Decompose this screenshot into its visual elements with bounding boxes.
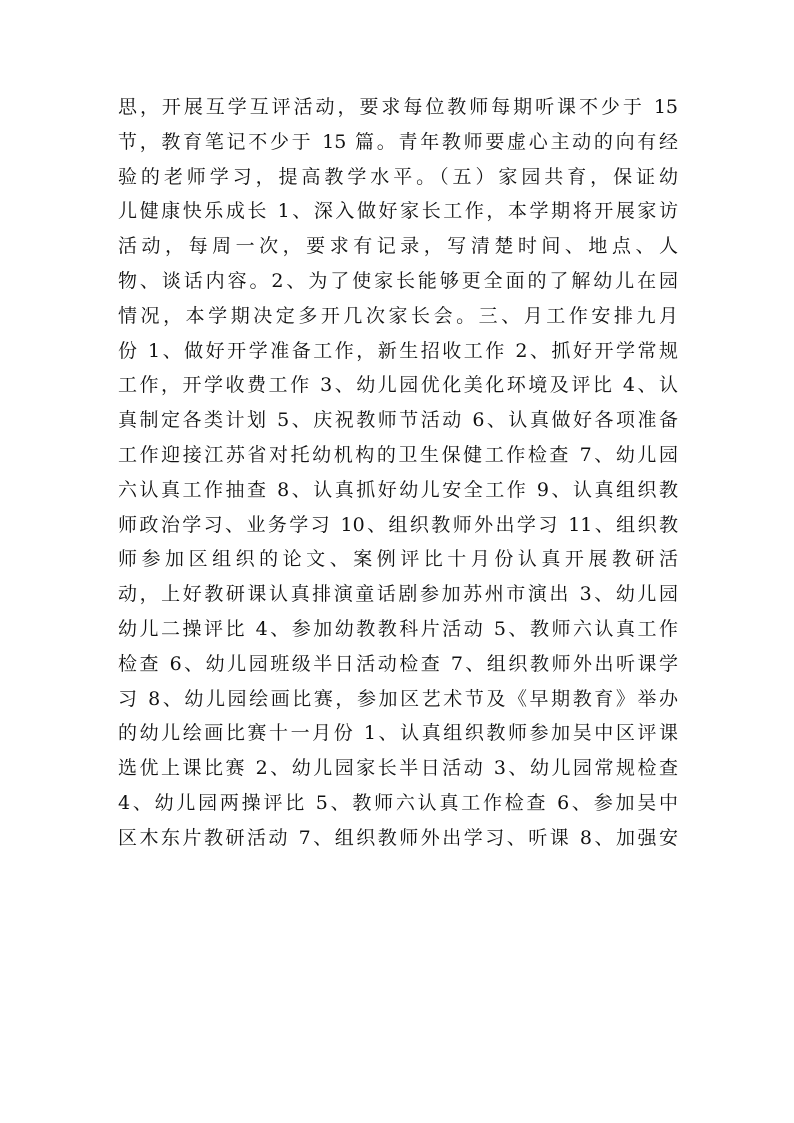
text-line: 检查 6、幼儿园班级半日活动检查 7、组织教师外出听课学 <box>118 652 678 675</box>
text-line: 节，教育笔记不少于 15 篇。青年教师要虚心主动的向有经 <box>118 130 678 153</box>
text-line: 思，开展互学互评活动，要求每位教师每期听课不少于 15 <box>118 96 678 118</box>
text-line: 动，上好教研课认真排演童话剧参加苏州市演出 3、幼儿园 <box>118 583 678 606</box>
body-text <box>118 90 678 856</box>
text-line: 物、谈话内容。2、为了使家长能够更全面的了解幼儿在园 <box>118 269 678 292</box>
text-line: 师参加区组织的论文、案例评比十月份认真开展教研活 <box>118 548 678 571</box>
text-line: 习 8、幼儿园绘画比赛，参加区艺术节及《早期教育》举办 <box>118 687 678 710</box>
text-line: 工作迎接江苏省对托幼机构的卫生保健工作检查 7、幼儿园 <box>118 443 678 466</box>
text-line: 情况，本学期决定多开几次家长会。三、月工作安排九月 <box>118 304 678 327</box>
text-line: 的幼儿绘画比赛十一月份 1、认真组织教师参加吴中区评课 <box>118 722 678 745</box>
text-line: 工作，开学收费工作 3、幼儿园优化美化环境及评比 4、认 <box>118 374 678 397</box>
text-line: 活动，每周一次，要求有记录，写清楚时间、地点、人 <box>118 235 678 258</box>
text-line: 师政治学习、业务学习 10、组织教师外出学习 11、组织教 <box>118 513 678 536</box>
text-line: 份 1、做好开学准备工作，新生招收工作 2、抓好开学常规 <box>118 339 678 362</box>
text-line: 幼儿二操评比 4、参加幼教教科片活动 5、教师六认真工作 <box>118 617 678 640</box>
text-line: 六认真工作抽查 8、认真抓好幼儿安全工作 9、认真组织教 <box>118 478 678 501</box>
text-line: 4、幼儿园两操评比 5、教师六认真工作检查 6、参加吴中 <box>118 791 678 814</box>
text-line: 选优上课比赛 2、幼儿园家长半日活动 3、幼儿园常规检查 <box>118 757 678 780</box>
text-line: 儿健康快乐成长 1、深入做好家长工作，本学期将开展家访 <box>118 200 678 223</box>
text-line: 验的老师学习，提高教学水平。（五）家园共育，保证幼 <box>118 165 678 188</box>
text-line: 真制定各类计划 5、庆祝教师节活动 6、认真做好各项准备 <box>118 409 678 432</box>
text-line: 区木东片教研活动 7、组织教师外出学习、听课 8、加强安 <box>118 826 678 849</box>
